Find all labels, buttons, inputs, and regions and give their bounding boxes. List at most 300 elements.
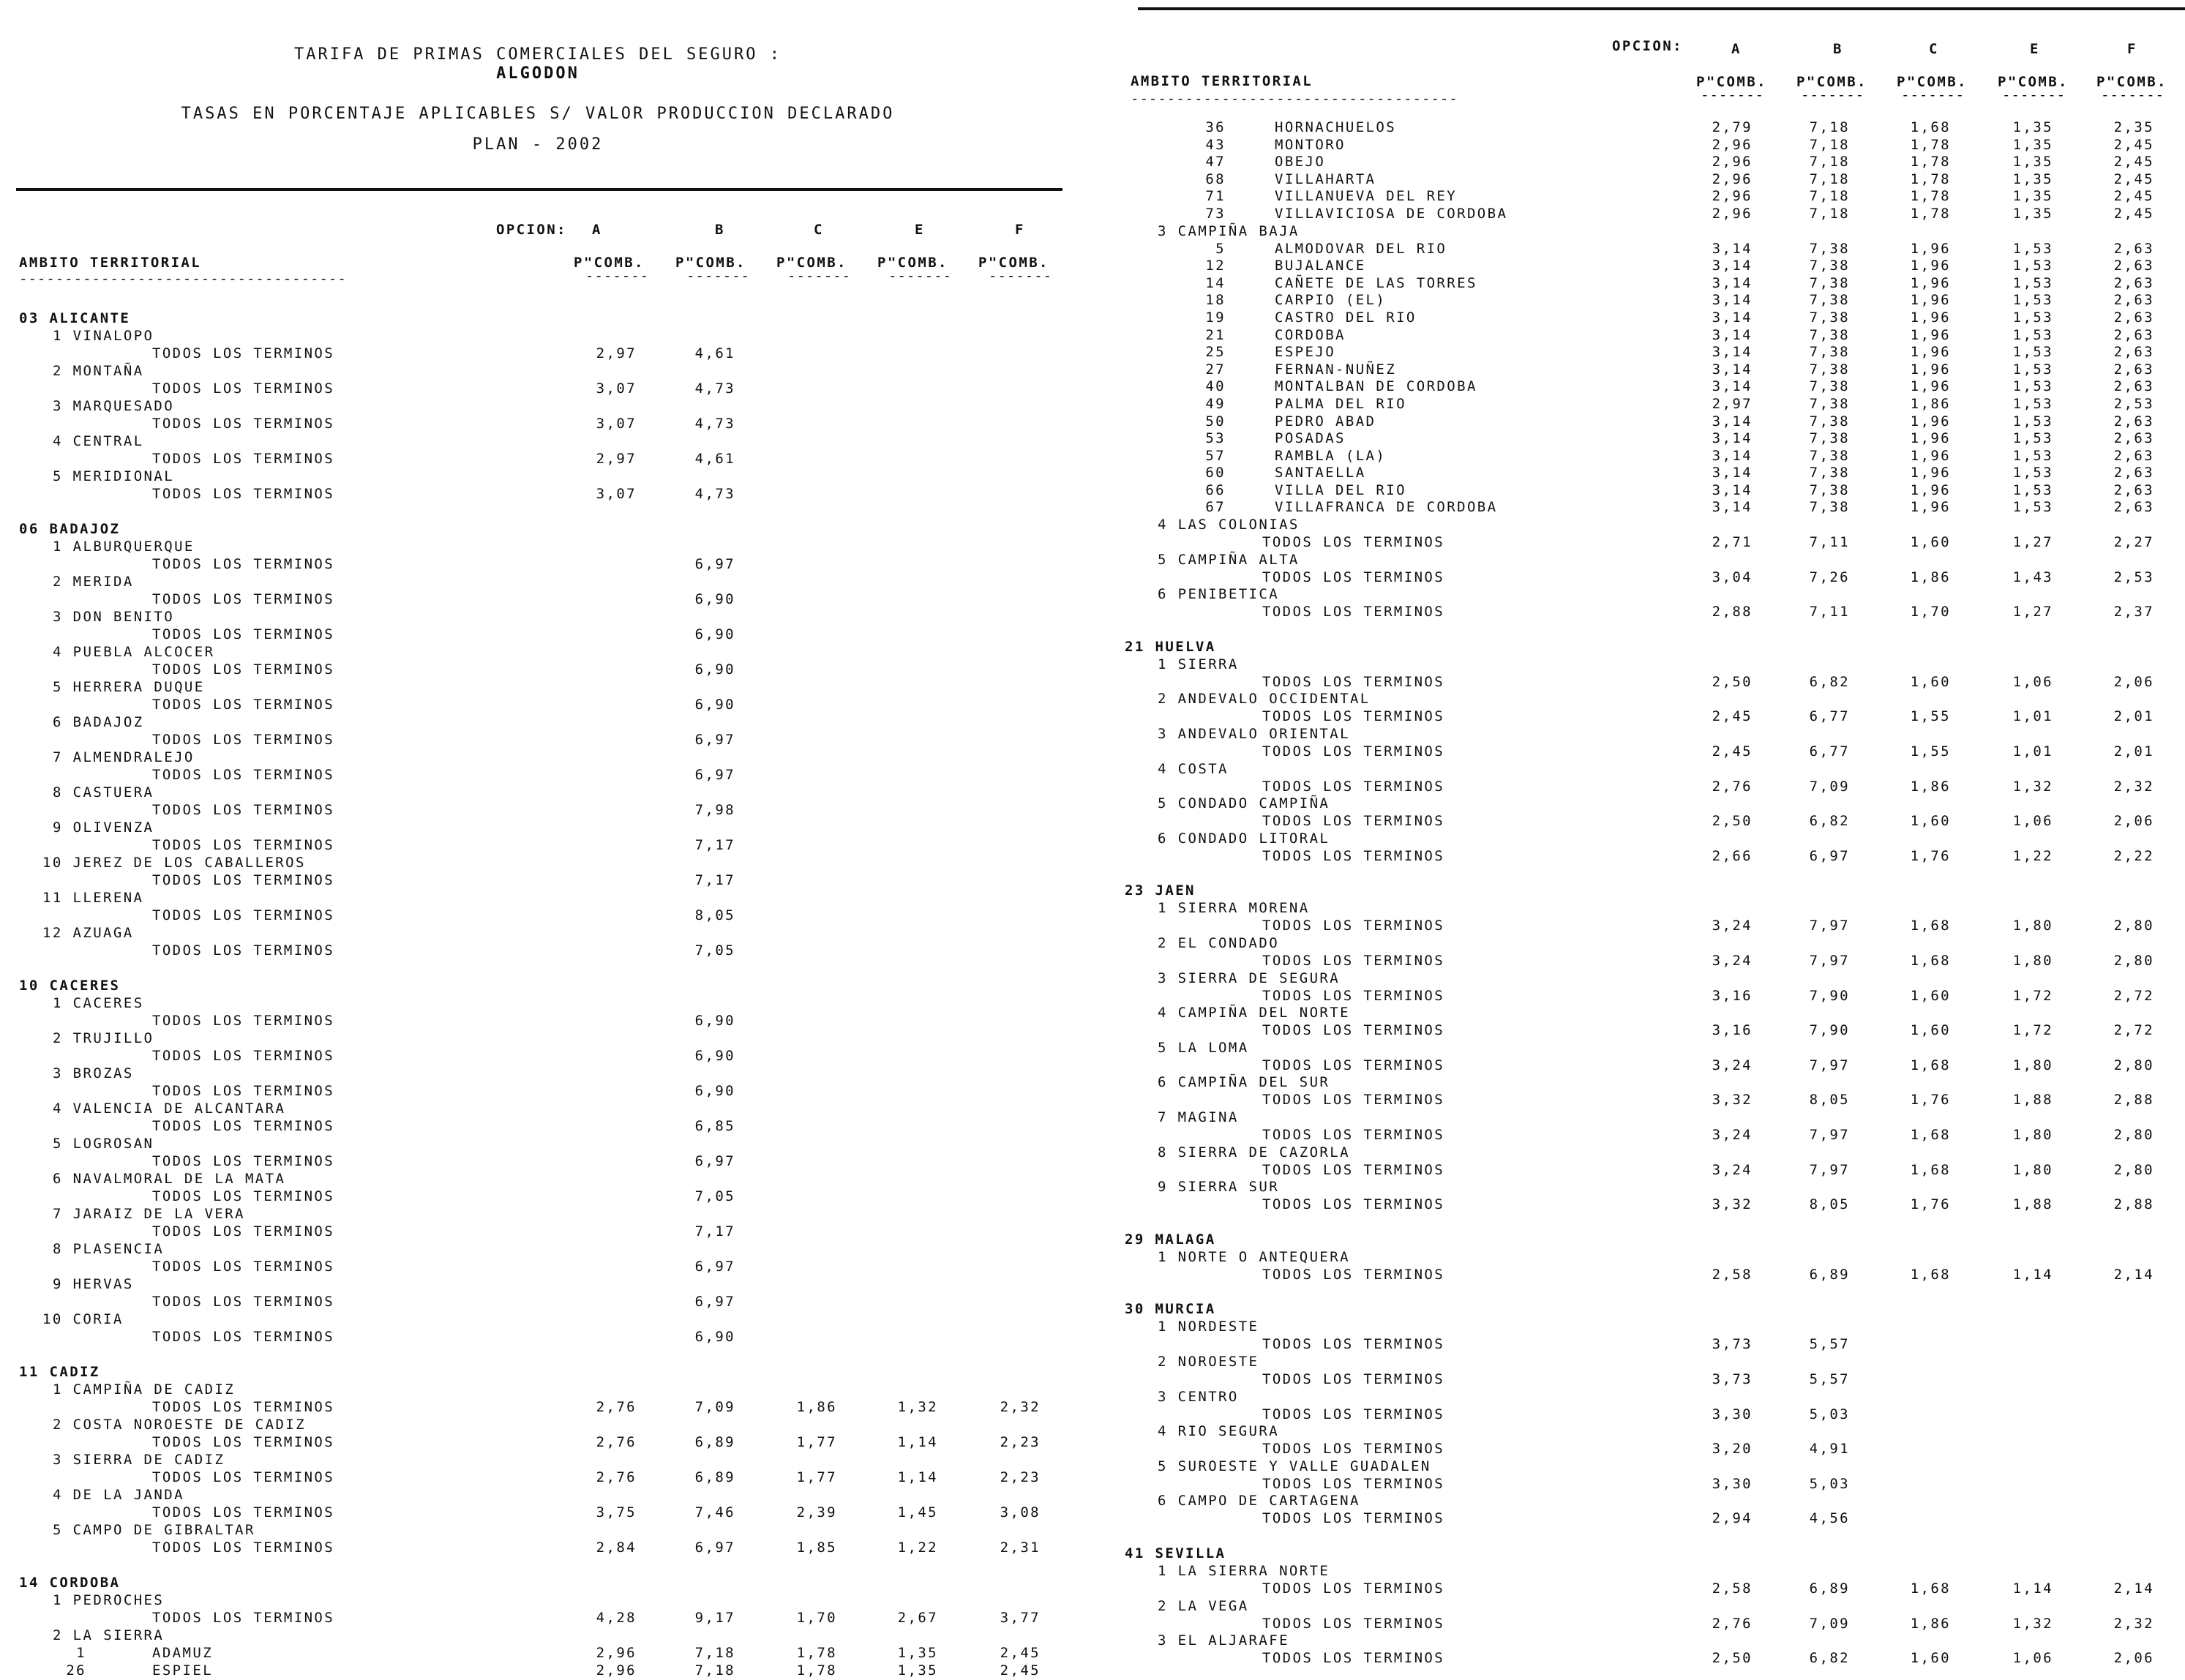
municipality-code: 66 <box>1205 481 1226 498</box>
table-row <box>1105 119 2185 137</box>
table-row <box>1105 1267 2185 1284</box>
table-row <box>1105 1092 2185 1109</box>
value-option-c: 1,96 <box>1910 309 1951 326</box>
table-row <box>1105 1650 2185 1668</box>
comarca-row <box>0 1452 1076 1469</box>
comarca-row <box>1105 1632 2185 1650</box>
comarca-row <box>1105 1249 2185 1267</box>
municipality-code: 5 <box>1215 240 1226 257</box>
table-row <box>1105 258 2185 275</box>
value-option-e: 1,72 <box>2012 1022 2053 1039</box>
table-row <box>0 1399 1076 1417</box>
value-option-b: 7,38 <box>1809 447 1850 464</box>
value-option-b: 7,38 <box>1809 292 1850 309</box>
value-option-e: 1,80 <box>2012 1126 2053 1143</box>
value-option-f: 2,80 <box>2113 953 2154 969</box>
value-option-f: 2,01 <box>2113 708 2154 725</box>
value-option-c: 1,76 <box>1910 1092 1951 1109</box>
value-option-c: 1,78 <box>1910 154 1951 170</box>
term-label: TODOS LOS TERMINOS <box>152 380 335 397</box>
value-option-c: 1,96 <box>1910 447 1951 464</box>
comarca-row <box>0 820 1076 837</box>
value-option-a: 2,96 <box>1712 136 1753 153</box>
value-option-a: 2,96 <box>1712 205 1753 222</box>
table-row <box>1105 206 2185 223</box>
comarca-name: 1 CACERES <box>53 995 144 1011</box>
term-label: TODOS LOS TERMINOS <box>1262 778 1445 795</box>
municipality-name: RAMBLA (LA) <box>1275 447 1387 464</box>
value-option-f: 2,32 <box>2113 778 2154 795</box>
subhead-b-right: P"COMB. <box>1796 74 1867 90</box>
municipality-name: CAÑETE DE LAS TORRES <box>1275 274 1477 291</box>
comarca-name: 3 MARQUESADO <box>53 398 175 414</box>
province-name: 06 BADAJOZ <box>19 521 121 537</box>
table-row <box>0 1153 1076 1171</box>
value-option-b: 7,18 <box>1809 205 1850 222</box>
term-label: TODOS LOS TERMINOS <box>1262 1266 1445 1283</box>
value-option-b: 7,18 <box>694 1662 735 1679</box>
value-option-e: 1,45 <box>897 1504 938 1520</box>
value-option-f: 2,63 <box>2113 413 2154 430</box>
comarca-row <box>1105 1354 2185 1371</box>
municipality-code: 18 <box>1205 292 1226 309</box>
comarca-row <box>1105 1109 2185 1127</box>
term-label: TODOS LOS TERMINOS <box>152 556 335 572</box>
value-option-f: 2,80 <box>2113 1126 2154 1143</box>
comarca-row <box>0 995 1076 1013</box>
table-row <box>0 732 1076 749</box>
value-option-f: 2,23 <box>1000 1434 1041 1450</box>
municipality-code: 49 <box>1205 395 1226 412</box>
value-option-e: 1,01 <box>2012 708 2053 725</box>
municipality-name: ESPIEL <box>152 1662 214 1679</box>
subhead-e-right: P"COMB. <box>1998 74 2069 90</box>
comarca-name: 3 EL ALJARAFE <box>1158 1632 1289 1649</box>
comarca-row <box>0 784 1076 802</box>
comarca-row <box>1105 586 2185 604</box>
comarca-name: 5 MERIDIONAL <box>53 468 175 484</box>
value-option-c: 1,60 <box>1910 987 1951 1004</box>
value-option-e: 1,53 <box>2012 326 2053 343</box>
comarca-row <box>0 890 1076 907</box>
value-option-a: 2,58 <box>1712 1580 1753 1597</box>
value-option-e: 1,53 <box>2012 413 2053 430</box>
subhead-a: P"COMB. <box>574 255 645 271</box>
value-option-b: 7,09 <box>1809 1615 1850 1632</box>
term-label: TODOS LOS TERMINOS <box>1262 1336 1445 1353</box>
value-option-b: 7,38 <box>1809 258 1850 274</box>
value-option-e: 1,53 <box>2012 395 2053 412</box>
term-label: TODOS LOS TERMINOS <box>1262 1092 1445 1109</box>
value-option-b: 7,17 <box>694 1223 735 1240</box>
term-label: TODOS LOS TERMINOS <box>1262 1441 1445 1458</box>
comarca-name: 6 CAMPO DE CARTAGENA <box>1158 1493 1360 1510</box>
comarca-row <box>0 1100 1076 1118</box>
value-option-f: 2,63 <box>2113 344 2154 361</box>
comarca-name: 2 LA SIERRA <box>53 1627 165 1643</box>
municipality-code: 53 <box>1205 430 1226 447</box>
term-label: TODOS LOS TERMINOS <box>152 942 335 959</box>
value-option-f: 2,06 <box>2113 1650 2154 1667</box>
value-option-b: 7,05 <box>694 1188 735 1204</box>
comarca-name: 9 HERVAS <box>53 1276 134 1292</box>
table-row <box>0 345 1076 363</box>
value-option-f: 2,22 <box>2113 847 2154 864</box>
value-option-e: 1,80 <box>2012 1161 2053 1178</box>
value-option-b: 5,57 <box>1809 1336 1850 1353</box>
value-option-b: 6,89 <box>1809 1266 1850 1283</box>
province-row <box>0 978 1076 995</box>
option-a-header: A <box>592 222 602 238</box>
term-label: TODOS LOS TERMINOS <box>152 451 335 467</box>
term-label: TODOS LOS TERMINOS <box>1262 1022 1445 1039</box>
value-option-f: 2,45 <box>1000 1645 1041 1661</box>
value-option-b: 7,97 <box>1809 953 1850 969</box>
comarca-name: 4 CENTRAL <box>53 433 144 449</box>
value-option-f: 2,63 <box>2113 430 2154 447</box>
comarca-row <box>0 1241 1076 1259</box>
value-option-e: 1,27 <box>2012 604 2053 620</box>
municipality-name: CARPIO (EL) <box>1275 292 1387 309</box>
comarca-name: 1 CAMPIÑA DE CADIZ <box>53 1381 236 1398</box>
value-option-b: 8,05 <box>694 907 735 923</box>
comarca-name: 7 MAGINA <box>1158 1109 1239 1125</box>
comarca-row <box>1105 1144 2185 1162</box>
right-page <box>1105 0 2185 1679</box>
value-option-a: 2,50 <box>1712 673 1753 690</box>
value-option-a: 3,16 <box>1712 987 1753 1004</box>
value-option-b: 4,91 <box>1809 1441 1850 1458</box>
value-option-b: 5,57 <box>1809 1370 1850 1387</box>
comarca-name: 1 VINALOPO <box>53 328 154 344</box>
value-option-a: 3,14 <box>1712 274 1753 291</box>
value-option-c: 1,86 <box>1910 1615 1951 1632</box>
comarca-row <box>1105 656 2185 674</box>
value-option-b: 7,38 <box>1809 240 1850 257</box>
value-option-b: 4,73 <box>694 416 735 432</box>
comarca-name: 7 JARAIZ DE LA VERA <box>53 1206 245 1222</box>
value-option-c: 1,68 <box>1910 1161 1951 1178</box>
document-subtitle: TASAS EN PORCENTAJE APLICABLES S/ VALOR PRODUCCION DECLARADO <box>181 105 895 123</box>
municipality-name: PALMA DEL RIO <box>1275 395 1406 412</box>
table-row <box>0 1540 1076 1557</box>
comarca-row <box>0 1276 1076 1294</box>
term-label: TODOS LOS TERMINOS <box>1262 918 1445 934</box>
term-label: TODOS LOS TERMINOS <box>152 732 335 748</box>
table-row <box>1105 292 2185 310</box>
value-option-a: 2,76 <box>596 1434 637 1450</box>
table-row <box>1105 1510 2185 1528</box>
value-option-f: 2,80 <box>2113 918 2154 934</box>
value-option-c: 1,96 <box>1910 344 1951 361</box>
term-label: TODOS LOS TERMINOS <box>152 1434 335 1450</box>
value-option-e: 1,53 <box>2012 378 2053 395</box>
value-option-e: 1,35 <box>2012 154 2053 170</box>
table-row <box>0 1504 1076 1522</box>
comarca-row <box>1105 691 2185 708</box>
value-option-e: 2,67 <box>897 1610 938 1626</box>
value-option-b: 6,82 <box>1809 1650 1850 1667</box>
comarca-row <box>0 1311 1076 1329</box>
comarca-row <box>1105 900 2185 918</box>
table-row <box>1105 534 2185 552</box>
comarca-row <box>0 468 1076 486</box>
value-option-f: 2,45 <box>2113 154 2154 170</box>
value-option-b: 7,18 <box>1809 154 1850 170</box>
value-option-a: 3,24 <box>1712 1057 1753 1073</box>
value-option-b: 7,18 <box>1809 136 1850 153</box>
comarca-row <box>0 1206 1076 1223</box>
comarca-name: 6 NAVALMORAL DE LA MATA <box>53 1171 286 1187</box>
value-option-b: 7,18 <box>1809 170 1850 187</box>
value-option-c: 1,78 <box>1910 205 1951 222</box>
table-row <box>1105 413 2185 431</box>
comarca-name: 4 PUEBLA ALCOCER <box>53 644 215 660</box>
municipality-name: CORDOBA <box>1275 326 1346 343</box>
term-label: TODOS LOS TERMINOS <box>152 697 335 713</box>
option-f-header: F <box>1015 222 1025 238</box>
crop-name: ALGODON <box>496 64 580 83</box>
comarca-row <box>0 714 1076 732</box>
value-option-f: 2,45 <box>2113 188 2154 205</box>
term-label: TODOS LOS TERMINOS <box>152 1469 335 1485</box>
value-option-a: 3,14 <box>1712 361 1753 378</box>
table-row <box>1105 154 2185 171</box>
value-option-a: 3,30 <box>1712 1475 1753 1492</box>
value-option-b: 7,11 <box>1809 534 1850 551</box>
term-label: TODOS LOS TERMINOS <box>1262 953 1445 969</box>
value-option-a: 3,14 <box>1712 447 1753 464</box>
value-option-c: 1,78 <box>1910 170 1951 187</box>
value-option-f: 2,88 <box>2113 1196 2154 1213</box>
comarca-row <box>1105 761 2185 779</box>
value-option-a: 3,24 <box>1712 918 1753 934</box>
value-option-b: 7,38 <box>1809 326 1850 343</box>
table-row <box>1105 137 2185 154</box>
value-option-a: 3,14 <box>1712 326 1753 343</box>
table-row <box>1105 430 2185 448</box>
term-label: TODOS LOS TERMINOS <box>1262 1161 1445 1178</box>
value-option-b: 7,38 <box>1809 499 1850 516</box>
municipality-code: 43 <box>1205 136 1226 153</box>
value-option-f: 2,06 <box>2113 673 2154 690</box>
table-row <box>0 837 1076 855</box>
comarca-name: 6 PENIBETICA <box>1158 586 1280 603</box>
municipality-name: VILLAVICIOSA DE CORDOBA <box>1275 205 1508 222</box>
table-row <box>1105 1196 2185 1214</box>
value-option-c: 1,96 <box>1910 274 1951 291</box>
municipality-code: 14 <box>1205 274 1226 291</box>
province-name: 21 HUELVA <box>1125 638 1216 655</box>
subhead-underline-a-right: ------- <box>1701 87 1765 103</box>
comarca-name: 3 CENTRO <box>1158 1388 1239 1405</box>
value-option-e: 1,22 <box>897 1540 938 1556</box>
value-option-b: 7,38 <box>1809 274 1850 291</box>
municipality-name: CASTRO DEL RIO <box>1275 309 1417 326</box>
value-option-e: 1,53 <box>2012 481 2053 498</box>
value-option-e: 1,35 <box>2012 136 2053 153</box>
table-row <box>0 1610 1076 1627</box>
province-row <box>1105 1545 2185 1563</box>
municipality-name: ALMODOVAR DEL RIO <box>1275 240 1447 257</box>
value-option-a: 2,50 <box>1712 1650 1753 1667</box>
value-option-f: 2,45 <box>1000 1662 1041 1679</box>
table-row <box>0 767 1076 784</box>
opcion-label: OPCION: <box>496 222 567 238</box>
opcion-label-right: OPCION: <box>1612 38 1683 54</box>
comarca-row <box>0 644 1076 661</box>
comarca-row <box>1105 552 2185 569</box>
value-option-c: 1,96 <box>1910 499 1951 516</box>
comarca-row <box>1105 1458 2185 1476</box>
municipality-code: 71 <box>1205 188 1226 205</box>
value-option-a: 2,88 <box>1712 604 1753 620</box>
comarca-name: 5 LOGROSAN <box>53 1136 154 1152</box>
table-row <box>1105 188 2185 206</box>
term-label: TODOS LOS TERMINOS <box>152 1153 335 1169</box>
table-row <box>1105 310 2185 327</box>
value-option-f: 2,45 <box>2113 170 2154 187</box>
value-option-a: 3,24 <box>1712 1161 1753 1178</box>
municipality-name: MONTALBAN DE CORDOBA <box>1275 378 1477 395</box>
comarca-name: 4 VALENCIA DE ALCANTARA <box>53 1100 286 1117</box>
value-option-b: 7,38 <box>1809 481 1850 498</box>
value-option-c: 1,96 <box>1910 361 1951 378</box>
term-label: TODOS LOS TERMINOS <box>152 802 335 818</box>
value-option-f: 2,53 <box>2113 569 2154 585</box>
value-option-b: 4,61 <box>694 345 735 361</box>
table-row <box>1105 361 2185 379</box>
municipality-name: PEDRO ABAD <box>1275 413 1376 430</box>
value-option-e: 1,80 <box>2012 953 2053 969</box>
comarca-name: 5 SUROESTE Y VALLE GUADALEN <box>1158 1458 1431 1474</box>
value-option-c: 1,68 <box>1910 953 1951 969</box>
comarca-row <box>1105 1563 2185 1580</box>
subhead-f: P"COMB. <box>978 255 1049 271</box>
value-option-a: 2,97 <box>596 451 637 467</box>
value-option-e: 1,80 <box>2012 918 2053 934</box>
value-option-f: 3,08 <box>1000 1504 1041 1520</box>
table-row <box>1105 1441 2185 1458</box>
table-row <box>1105 241 2185 258</box>
table-row <box>1105 1580 2185 1598</box>
value-option-b: 5,03 <box>1809 1475 1850 1492</box>
value-option-a: 3,14 <box>1712 481 1753 498</box>
value-option-a: 2,50 <box>1712 813 1753 830</box>
value-option-f: 2,80 <box>2113 1161 2154 1178</box>
value-option-b: 4,61 <box>694 451 735 467</box>
term-label: TODOS LOS TERMINOS <box>152 1188 335 1204</box>
value-option-c: 1,96 <box>1910 240 1951 257</box>
value-option-a: 3,14 <box>1712 430 1753 447</box>
comarca-row <box>0 1487 1076 1504</box>
municipality-name: VILLAFRANCA DE CORDOBA <box>1275 499 1498 516</box>
value-option-a: 2,76 <box>596 1469 637 1485</box>
value-option-a: 3,07 <box>596 416 637 432</box>
value-option-a: 3,14 <box>1712 344 1753 361</box>
municipality-code: 73 <box>1205 205 1226 222</box>
value-option-a: 2,96 <box>1712 188 1753 205</box>
table-row <box>1105 1616 2185 1633</box>
term-label: TODOS LOS TERMINOS <box>152 1504 335 1520</box>
term-label: TODOS LOS TERMINOS <box>152 1329 335 1345</box>
table-row <box>1105 1336 2185 1354</box>
table-row <box>0 1259 1076 1276</box>
comarca-name: 5 CAMPO DE GIBRALTAR <box>53 1522 255 1538</box>
value-option-e: 1,35 <box>897 1662 938 1679</box>
value-option-c: 1,68 <box>1910 918 1951 934</box>
term-label: TODOS LOS TERMINOS <box>1262 1580 1445 1597</box>
value-option-c: 1,77 <box>796 1434 837 1450</box>
value-option-f: 2,27 <box>2113 534 2154 551</box>
comarca-row <box>1105 1493 2185 1510</box>
term-label: TODOS LOS TERMINOS <box>1262 569 1445 585</box>
term-label: TODOS LOS TERMINOS <box>152 1540 335 1556</box>
plan-year: PLAN - 2002 <box>472 135 604 154</box>
comarca-row <box>1105 795 2185 813</box>
value-option-b: 6,82 <box>1809 813 1850 830</box>
value-option-b: 7,05 <box>694 942 735 959</box>
value-option-a: 2,96 <box>596 1662 637 1679</box>
value-option-c: 1,60 <box>1910 1022 1951 1039</box>
table-row <box>0 1662 1076 1680</box>
value-option-e: 1,53 <box>2012 258 2053 274</box>
value-option-b: 6,90 <box>694 591 735 607</box>
value-option-f: 2,88 <box>2113 1092 2154 1109</box>
subhead-underline-f-right: ------- <box>2101 87 2165 103</box>
table-row <box>1105 674 2185 691</box>
term-label: TODOS LOS TERMINOS <box>152 345 335 361</box>
comarca-name: 3 CAMPIÑA BAJA <box>1158 222 1300 239</box>
option-b-header: B <box>715 222 725 238</box>
table-row <box>0 1434 1076 1452</box>
comarca-row <box>0 925 1076 942</box>
province-name: 14 CORDOBA <box>19 1575 121 1591</box>
ambito-underline-right: ------------------------------------ <box>1131 91 1458 107</box>
value-option-b: 7,97 <box>1809 1057 1850 1073</box>
province-name: 23 JAEN <box>1125 882 1196 899</box>
value-option-c: 1,60 <box>1910 813 1951 830</box>
value-option-e: 1,72 <box>2012 987 2053 1004</box>
table-row <box>0 1645 1076 1662</box>
value-option-c: 1,68 <box>1910 119 1951 135</box>
term-label: TODOS LOS TERMINOS <box>152 626 335 642</box>
value-option-e: 1,53 <box>2012 447 2053 464</box>
subhead-underline-b-right: ------- <box>1801 87 1865 103</box>
comarca-name: 1 NORDESTE <box>1158 1319 1259 1335</box>
table-row <box>0 697 1076 714</box>
value-option-b: 7,38 <box>1809 465 1850 481</box>
table-row <box>0 416 1076 433</box>
value-option-b: 7,38 <box>1809 309 1850 326</box>
comarca-row <box>0 398 1076 416</box>
value-option-c: 1,96 <box>1910 326 1951 343</box>
municipality-code: 67 <box>1205 499 1226 516</box>
value-option-a: 2,94 <box>1712 1510 1753 1527</box>
value-option-b: 7,38 <box>1809 430 1850 447</box>
table-row <box>1105 813 2185 830</box>
value-option-f: 2,72 <box>2113 987 2154 1004</box>
value-option-e: 1,32 <box>2012 1615 2053 1632</box>
value-option-b: 5,03 <box>1809 1406 1850 1422</box>
value-option-e: 1,35 <box>2012 170 2053 187</box>
comarca-name: 7 ALMENDRALEJO <box>53 749 195 765</box>
value-option-b: 6,82 <box>1809 673 1850 690</box>
header-rule <box>16 188 1062 191</box>
value-option-c: 1,76 <box>1910 847 1951 864</box>
comarca-name: 8 PLASENCIA <box>53 1241 165 1257</box>
comarca-row <box>0 1627 1076 1645</box>
